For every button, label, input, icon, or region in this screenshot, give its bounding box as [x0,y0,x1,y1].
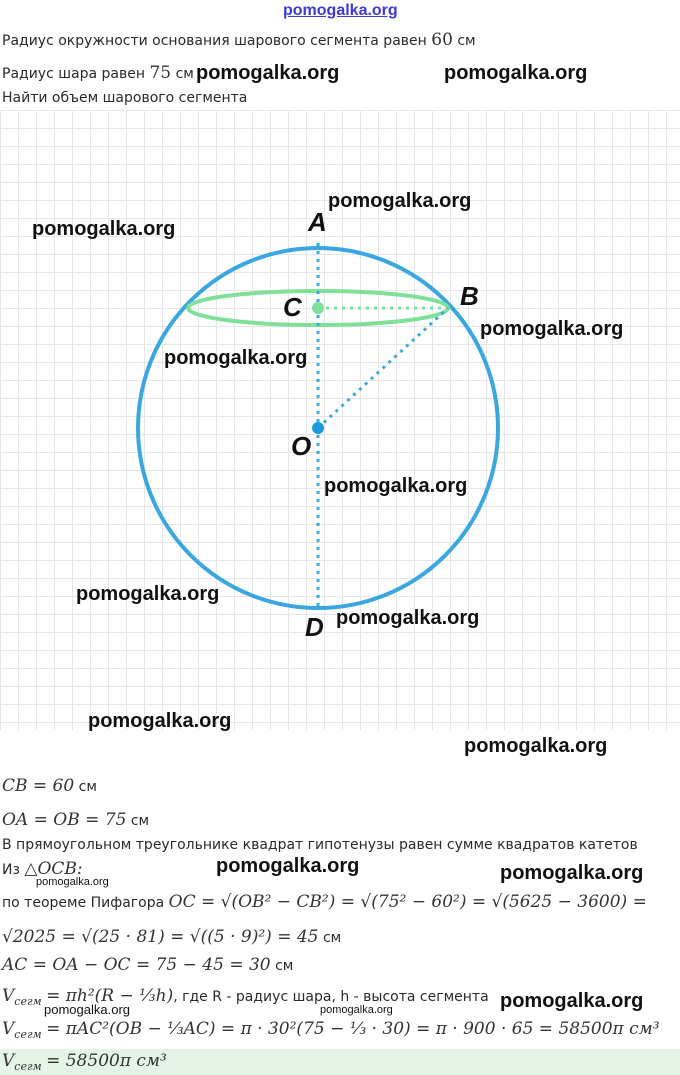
watermark: pomogalka.org [88,710,232,732]
problem-line-3: Найти объем шарового сегмента [2,90,248,106]
watermark: pomogalka.org [480,318,624,340]
volume-subscript: сегм [14,994,42,1008]
label-b: B [460,281,479,311]
solution-ac [2,955,293,975]
watermark-small: pomogalka.org [320,1004,393,1016]
from-prefix: Из [2,862,20,878]
volume-calculation: = πAC²(OB − ⅓AC) = π · 30²(75 − ⅓ · 30) = π · 900 · 65 = 58500π см³ [46,1019,660,1039]
ac-equation: AC = OA − OC = 75 − 45 = 30 [2,955,271,975]
watermark: pomogalka.org [328,190,472,212]
problem-sphere-radius-value: 75 [149,63,172,83]
solution-oc-line2 [2,927,341,947]
watermark-small: pomogalka.org [36,876,109,888]
volume-symbol: V [2,986,15,1006]
ac-unit: см [275,958,294,974]
label-d: D [305,612,324,642]
watermark: pomogalka.org [216,855,360,877]
watermark: pomogalka.org [336,607,480,629]
watermark: pomogalka.org [196,62,340,84]
watermark: pomogalka.org [500,990,644,1012]
cb-unit: см [78,779,97,795]
watermark: pomogalka.org [464,735,608,757]
volume-subscript-3: сегм [14,1059,42,1073]
solution-volume-result [2,1051,167,1073]
oc-unit: см [322,930,342,946]
label-c: C [283,292,302,322]
watermark-small: pomogalka.org [44,1002,130,1017]
oa-equation: OA = OB = 75 [2,810,127,830]
volume-formula-note: , где R - радиус шара, h - высота сегмента [173,989,489,1005]
solution-oa [2,810,149,830]
oc-expression-continued: √2025 = √(25 · 81) = √((5 · 9)²) = 45 [2,927,319,947]
cb-equation: CB = 60 [2,776,75,796]
problem-sphere-radius-unit: см [175,66,194,82]
watermark: pomogalka.org [164,347,308,369]
problem-sphere-radius-text: Радиус шара равен [2,66,146,82]
point-o [312,422,324,434]
problem-base-radius-unit: см [457,33,476,49]
label-a: A [308,207,327,237]
problem-line-2 [2,63,194,83]
solution-oc-line1 [2,892,647,912]
problem-line-1 [2,30,476,50]
oa-unit: см [130,813,150,829]
oc-expression: OC = √(OB² − CB²) = √(75² − 60²) = √(5625 − 3600) = [168,892,647,912]
pythagoras-prefix: по теореме Пифагора [2,895,165,911]
problem-base-radius-text: Радиус окружности основания шарового сегмента равен [2,33,427,49]
volume-formula: = πh²(R − ⅓h) [46,986,174,1006]
watermark: pomogalka.org [500,862,644,884]
site-watermark-link[interactable]: pomogalka.org [283,2,398,19]
watermark: pomogalka.org [76,583,220,605]
solution-volume-calc [2,1019,660,1041]
volume-symbol-2: V [2,1019,15,1039]
volume-answer: = 58500π см³ [46,1051,167,1071]
watermark: pomogalka.org [444,62,588,84]
solution-cb [2,776,97,796]
watermark: pomogalka.org [32,218,176,240]
volume-subscript-2: сегм [14,1027,42,1041]
triangle-ocb: △OCB: [24,859,83,879]
problem-base-radius-value: 60 [431,30,453,50]
solution-theorem: В прямоугольном треугольнике квадрат гипотенузы равен сумме квадратов катетов [2,837,638,853]
point-c [312,302,324,314]
volume-symbol-3: V [2,1051,15,1071]
watermark: pomogalka.org [324,475,468,497]
label-o: O [291,431,312,461]
